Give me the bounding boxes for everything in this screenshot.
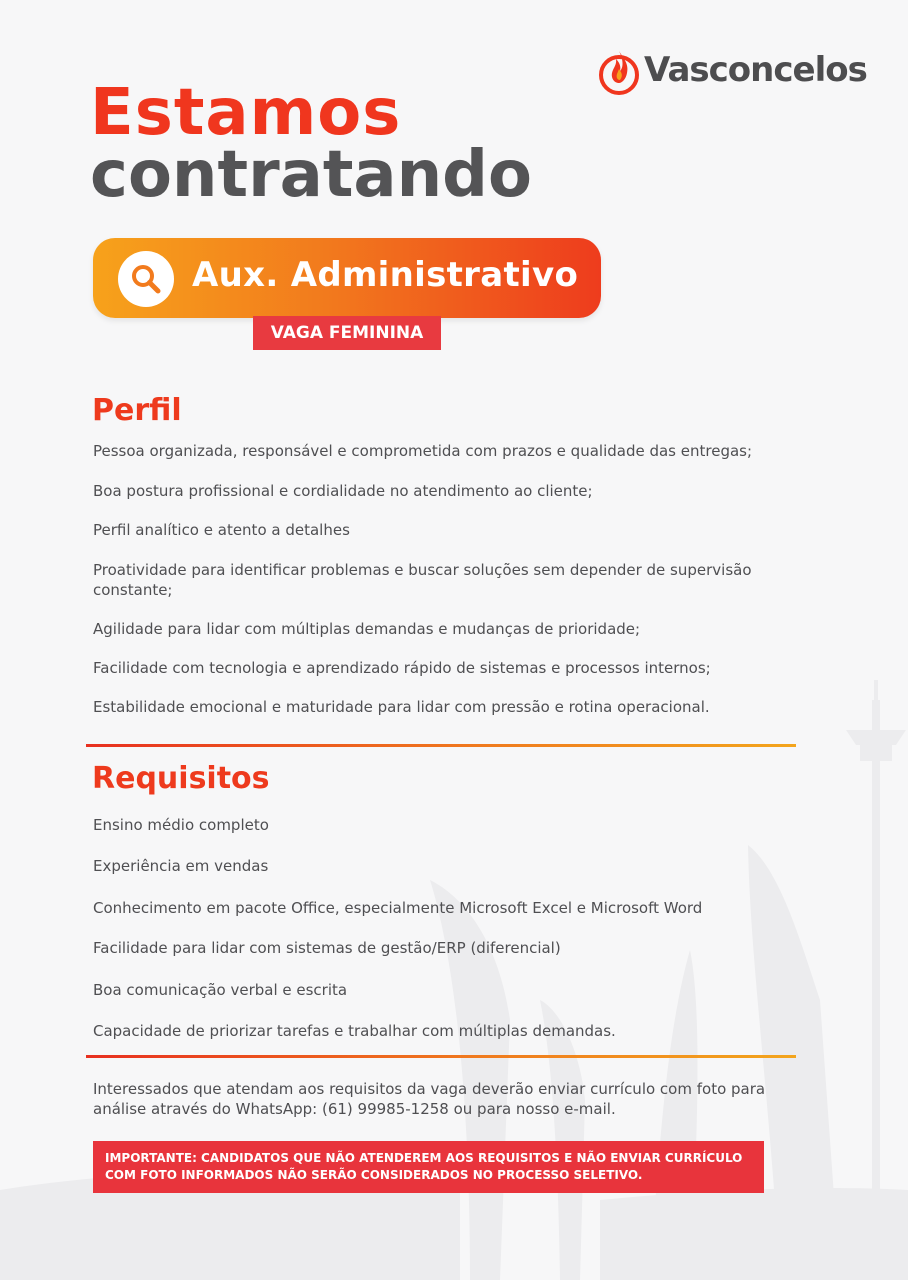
job-title: Aux. Administrativo <box>192 255 579 295</box>
profile-item: Estabilidade emocional e maturidade para lidar com pressão e rotina operacional. <box>93 698 710 716</box>
headline-line-1: Estamos <box>90 76 402 150</box>
search-icon <box>130 263 162 295</box>
headline-line-2: contratando <box>90 138 532 212</box>
profile-item: Facilidade com tecnologia e aprendizado rápido de sistemas e processos internos; <box>93 659 711 677</box>
requirements-title: Requisitos <box>92 761 270 796</box>
requirement-item: Conhecimento em pacote Office, especialmente Microsoft Excel e Microsoft Word <box>93 899 703 917</box>
notice-text: IMPORTANTE: CANDIDATOS QUE NÃO ATENDEREM AOS REQUISITOS E NÃO ENVIAR CURRÍCULO COM FOTO INFORMADOS NÃO SERÃO CONSIDERADOS NO PROCESSO SELETIVO. <box>105 1151 743 1182</box>
section-divider <box>86 1055 796 1058</box>
profile-item: Agilidade para lidar com múltiplas demandas e mudanças de prioridade; <box>93 620 641 638</box>
search-icon-badge <box>118 251 174 307</box>
important-notice <box>93 1141 764 1193</box>
brand-name: Vasconcelos <box>644 50 867 90</box>
section-divider <box>86 744 796 747</box>
requirement-item: Experiência em vendas <box>93 857 269 875</box>
flame-icon <box>598 43 640 97</box>
profile-item: Boa postura profissional e cordialidade no atendimento ao cliente; <box>93 482 593 500</box>
requirement-item: Facilidade para lidar com sistemas de gestão/ERP (diferencial) <box>93 939 561 957</box>
requirement-item: Boa comunicação verbal e escrita <box>93 981 348 999</box>
requirement-item: Ensino médio completo <box>93 816 269 834</box>
profile-title: Perfil <box>92 393 182 428</box>
job-title-banner <box>93 238 601 318</box>
profile-item: Perfil analítico e atento a detalhes <box>93 521 350 539</box>
job-badge: VAGA FEMININA <box>253 316 441 350</box>
brand-logo <box>598 42 867 98</box>
profile-item: Pessoa organizada, responsável e comprometida com prazos e qualidade das entregas; <box>93 442 753 460</box>
requirement-item: Capacidade de priorizar tarefas e trabalhar com múltiplas demandas. <box>93 1022 616 1040</box>
contact-info: Interessados que atendam aos requisitos da vaga deverão enviar currículo com foto para análise através do WhatsApp: (61) 99985-1258 ou para nosso e-mail. <box>93 1080 766 1118</box>
profile-item: Proatividade para identificar problemas e buscar soluções sem depender de supervisão constante; <box>93 561 752 599</box>
